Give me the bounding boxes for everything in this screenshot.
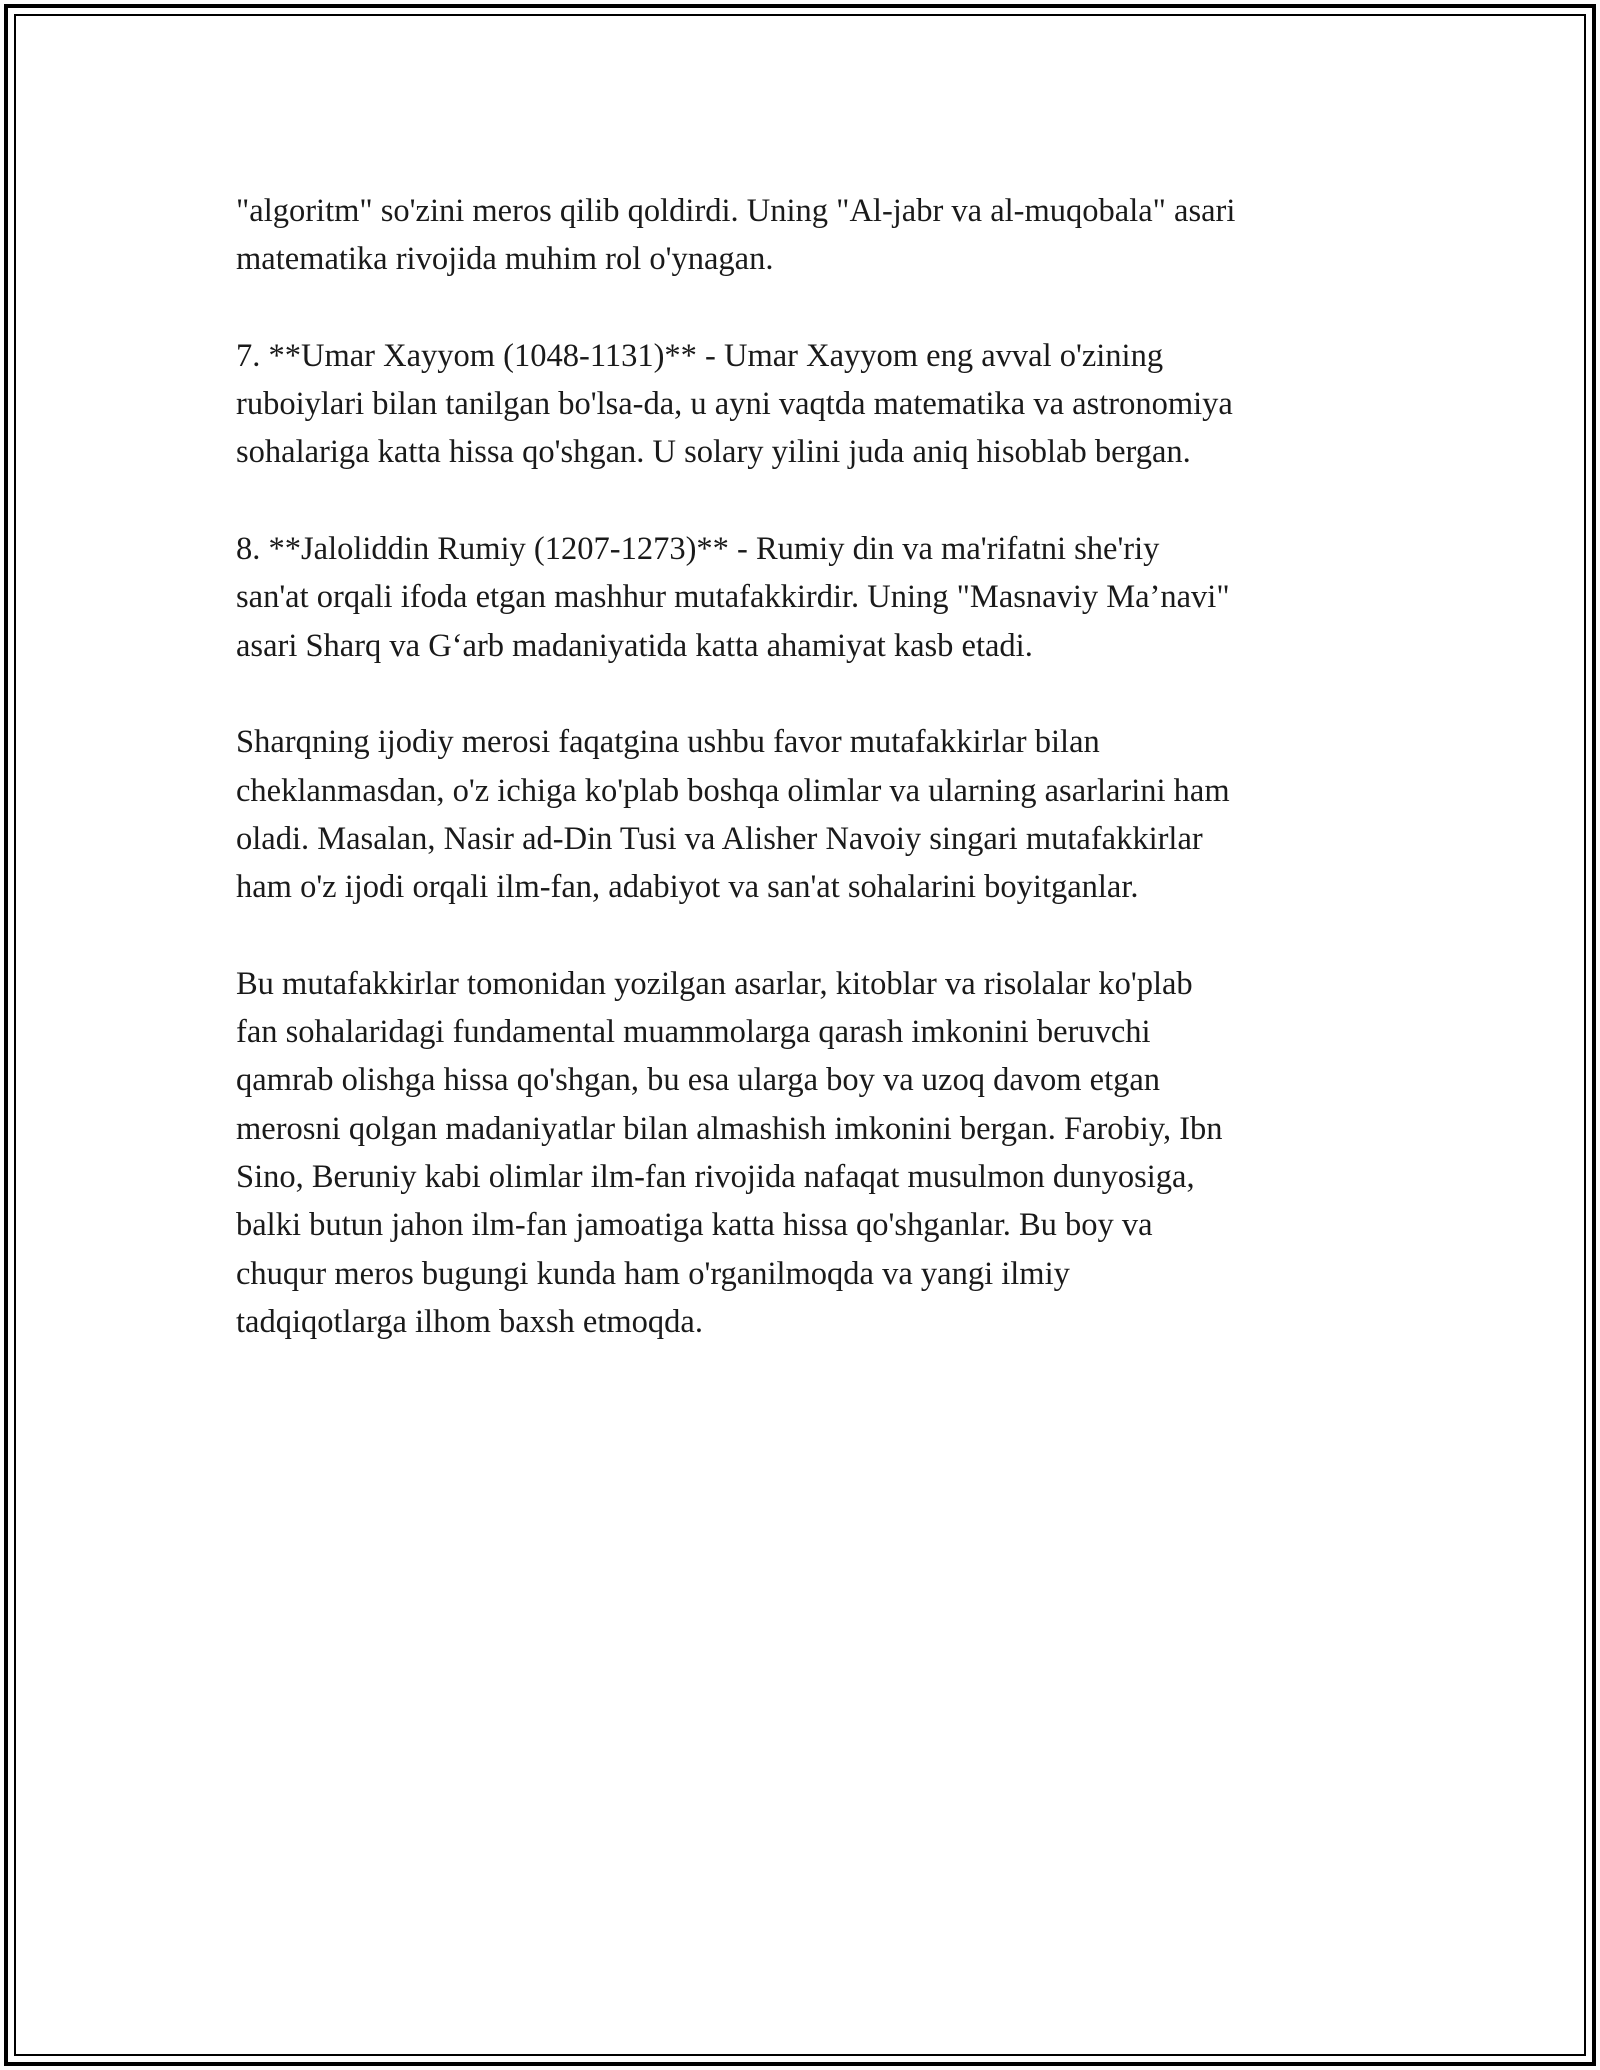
text-line: balki butun jahon ilm-fan jamoatiga katta hissa qo'shganlar. Bu boy va: [236, 1207, 1153, 1244]
text-line: ham o'z ijodi orqali ilm-fan, adabiyot va san'at sohalarini boyitganlar.: [236, 869, 1139, 906]
text-line: sohalariga katta hissa qo'shgan. U solary yilini juda aniq hisoblab bergan.: [236, 434, 1191, 471]
text-line: oladi. Masalan, Nasir ad-Din Tusi va Alisher Navoiy singari mutafakkirlar: [236, 820, 1203, 857]
paragraph-sharq-merosi: [236, 718, 1386, 911]
text-line: san'at orqali ifoda etgan mashhur mutafakkirdir. Uning "Masnaviy Ma’navi": [236, 579, 1230, 616]
text-line: matematika rivojida muhim rol o'ynagan.: [236, 241, 774, 278]
text-line: fan sohalaridagi fundamental muammolarga qarash imkonini beruvchi: [236, 1014, 1151, 1051]
list-item-jaloliddin-rumiy: [236, 525, 1386, 670]
text-line: tadqiqotlarga ilhom baxsh etmoqda.: [236, 1303, 703, 1340]
text-line: Bu mutafakkirlar tomonidan yozilgan asarlar, kitoblar va risolalar ko'plab: [236, 965, 1193, 1002]
text-line: qamrab olishga hissa qo'shgan, bu esa ularga boy va uzoq davom etgan: [236, 1062, 1161, 1099]
text-line: merosni qolgan madaniyatlar bilan almashish imkonini bergan. Farobiy, Ibn: [236, 1110, 1223, 1147]
text-line: cheklanmasdan, o'z ichiga ko'plab boshqa olimlar va ularning asarlarini ham: [236, 772, 1230, 809]
text-line: chuqur meros bugungi kunda ham o'rganilmoqda va yangi ilmiy: [236, 1255, 1070, 1292]
paragraph-conclusion: [236, 960, 1386, 1346]
text-line: Sharqning ijodiy merosi faqatgina ushbu favor mutafakkirlar bilan: [236, 724, 1100, 761]
document-body: [236, 187, 1386, 1394]
text-line: Sino, Beruniy kabi olimlar ilm-fan rivojida nafaqat musulmon dunyosiga,: [236, 1158, 1195, 1195]
text-line: ruboiylari bilan tanilgan bo'lsa-da, u ayni vaqtda matematika va astronomiya: [236, 386, 1233, 423]
text-line: asari Sharq va G‘arb madaniyatida katta ahamiyat kasb etadi.: [236, 627, 1033, 664]
text-line: 7. **Umar Xayyom (1048-1131)** - Umar Xayyom eng avval o'zining: [236, 337, 1164, 374]
text-line: 8. **Jaloliddin Rumiy (1207-1273)** - Rumiy din va ma'rifatni she'riy: [236, 531, 1160, 568]
list-item-umar-xayyom: [236, 332, 1386, 477]
text-line: "algoritm" so'zini meros qilib qoldirdi. Uning "Al-jabr va al-muqobala" asari: [236, 193, 1236, 229]
paragraph-algoritm-continuation: [236, 187, 1386, 284]
